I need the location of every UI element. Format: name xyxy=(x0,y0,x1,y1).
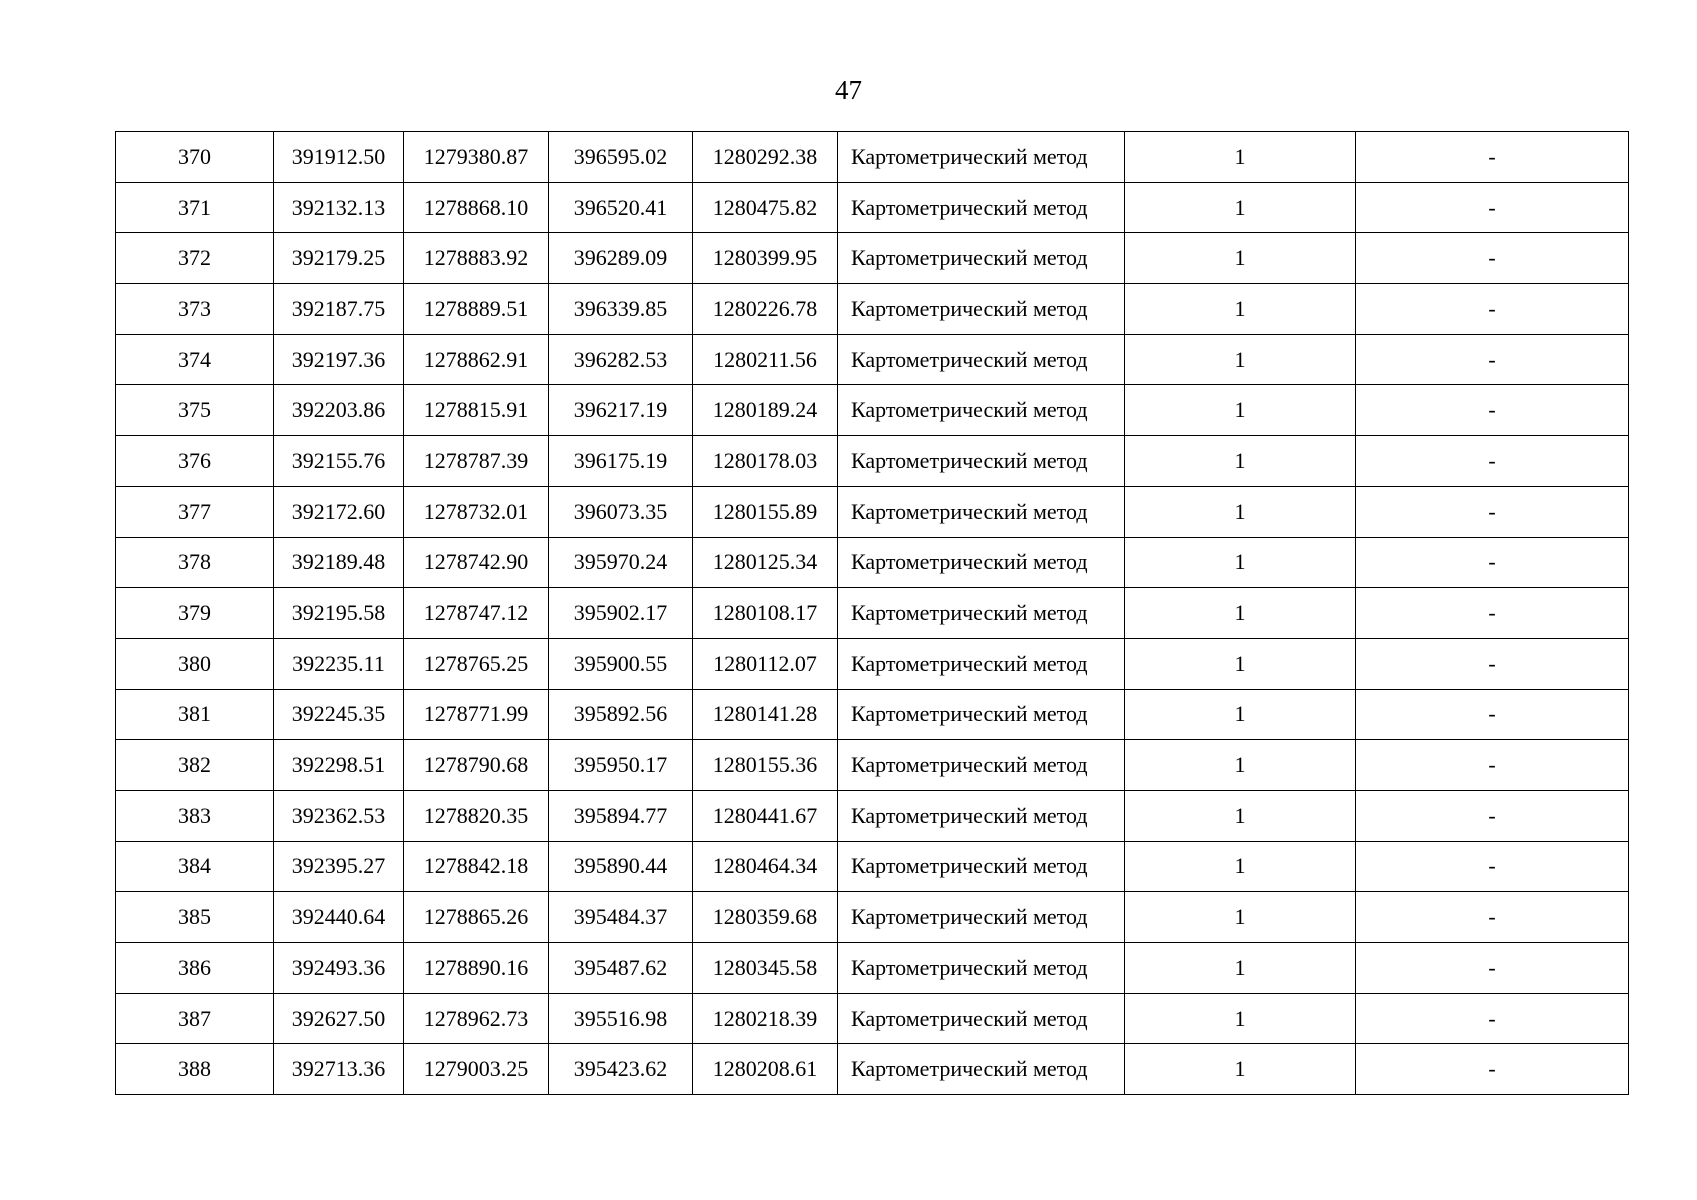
y2-coordinate-cell: 1280141.28 xyxy=(693,689,838,740)
y1-coordinate-cell: 1278815.91 xyxy=(404,385,549,436)
x1-coordinate-cell: 392187.75 xyxy=(274,284,404,335)
table-row xyxy=(116,1044,1629,1095)
method-cell: Картометрический метод xyxy=(838,486,1125,537)
y2-coordinate-cell: 1280125.34 xyxy=(693,537,838,588)
x1-coordinate-cell: 392132.13 xyxy=(274,182,404,233)
y2-coordinate-cell: 1280475.82 xyxy=(693,182,838,233)
x2-coordinate-cell: 395894.77 xyxy=(549,790,693,841)
y1-coordinate-cell: 1278889.51 xyxy=(404,284,549,335)
accuracy-cell: 1 xyxy=(1125,790,1356,841)
x1-coordinate-cell: 392362.53 xyxy=(274,790,404,841)
note-cell: - xyxy=(1356,638,1629,689)
point-number-cell: 385 xyxy=(116,892,274,943)
x2-coordinate-cell: 395892.56 xyxy=(549,689,693,740)
y2-coordinate-cell: 1280359.68 xyxy=(693,892,838,943)
y1-coordinate-cell: 1278771.99 xyxy=(404,689,549,740)
point-number-cell: 382 xyxy=(116,740,274,791)
table-row xyxy=(116,892,1629,943)
accuracy-cell: 1 xyxy=(1125,689,1356,740)
note-cell: - xyxy=(1356,334,1629,385)
method-cell: Картометрический метод xyxy=(838,537,1125,588)
coordinates-table xyxy=(115,131,1629,1095)
table-row xyxy=(116,588,1629,639)
x1-coordinate-cell: 392155.76 xyxy=(274,436,404,487)
y1-coordinate-cell: 1278842.18 xyxy=(404,841,549,892)
point-number-cell: 388 xyxy=(116,1044,274,1095)
method-cell: Картометрический метод xyxy=(838,334,1125,385)
y1-coordinate-cell: 1278883.92 xyxy=(404,233,549,284)
page-number: 47 xyxy=(835,75,862,105)
point-number-cell: 379 xyxy=(116,588,274,639)
point-number-cell: 381 xyxy=(116,689,274,740)
note-cell: - xyxy=(1356,892,1629,943)
method-cell: Картометрический метод xyxy=(838,943,1125,994)
y2-coordinate-cell: 1280292.38 xyxy=(693,132,838,183)
method-cell: Картометрический метод xyxy=(838,1044,1125,1095)
method-cell: Картометрический метод xyxy=(838,689,1125,740)
point-number-cell: 378 xyxy=(116,537,274,588)
note-cell: - xyxy=(1356,790,1629,841)
accuracy-cell: 1 xyxy=(1125,993,1356,1044)
accuracy-cell: 1 xyxy=(1125,334,1356,385)
y1-coordinate-cell: 1278890.16 xyxy=(404,943,549,994)
y2-coordinate-cell: 1280178.03 xyxy=(693,436,838,487)
point-number-cell: 380 xyxy=(116,638,274,689)
accuracy-cell: 1 xyxy=(1125,233,1356,284)
y2-coordinate-cell: 1280441.67 xyxy=(693,790,838,841)
x2-coordinate-cell: 396595.02 xyxy=(549,132,693,183)
table-row xyxy=(116,233,1629,284)
note-cell: - xyxy=(1356,284,1629,335)
y2-coordinate-cell: 1280226.78 xyxy=(693,284,838,335)
note-cell: - xyxy=(1356,689,1629,740)
table-row xyxy=(116,436,1629,487)
x2-coordinate-cell: 396073.35 xyxy=(549,486,693,537)
table-row xyxy=(116,638,1629,689)
accuracy-cell: 1 xyxy=(1125,385,1356,436)
note-cell: - xyxy=(1356,537,1629,588)
x1-coordinate-cell: 391912.50 xyxy=(274,132,404,183)
x2-coordinate-cell: 395900.55 xyxy=(549,638,693,689)
y2-coordinate-cell: 1280218.39 xyxy=(693,993,838,1044)
x2-coordinate-cell: 395484.37 xyxy=(549,892,693,943)
point-number-cell: 384 xyxy=(116,841,274,892)
y1-coordinate-cell: 1279003.25 xyxy=(404,1044,549,1095)
accuracy-cell: 1 xyxy=(1125,638,1356,689)
y2-coordinate-cell: 1280189.24 xyxy=(693,385,838,436)
y1-coordinate-cell: 1278732.01 xyxy=(404,486,549,537)
accuracy-cell: 1 xyxy=(1125,132,1356,183)
accuracy-cell: 1 xyxy=(1125,841,1356,892)
method-cell: Картометрический метод xyxy=(838,638,1125,689)
accuracy-cell: 1 xyxy=(1125,1044,1356,1095)
x2-coordinate-cell: 396339.85 xyxy=(549,284,693,335)
x2-coordinate-cell: 395950.17 xyxy=(549,740,693,791)
note-cell: - xyxy=(1356,1044,1629,1095)
y1-coordinate-cell: 1278747.12 xyxy=(404,588,549,639)
x2-coordinate-cell: 396289.09 xyxy=(549,233,693,284)
x1-coordinate-cell: 392172.60 xyxy=(274,486,404,537)
x1-coordinate-cell: 392179.25 xyxy=(274,233,404,284)
y1-coordinate-cell: 1278790.68 xyxy=(404,740,549,791)
note-cell: - xyxy=(1356,993,1629,1044)
y1-coordinate-cell: 1278820.35 xyxy=(404,790,549,841)
method-cell: Картометрический метод xyxy=(838,436,1125,487)
y2-coordinate-cell: 1280155.36 xyxy=(693,740,838,791)
table-row xyxy=(116,537,1629,588)
note-cell: - xyxy=(1356,233,1629,284)
y2-coordinate-cell: 1280345.58 xyxy=(693,943,838,994)
x1-coordinate-cell: 392395.27 xyxy=(274,841,404,892)
point-number-cell: 383 xyxy=(116,790,274,841)
table-row xyxy=(116,993,1629,1044)
note-cell: - xyxy=(1356,841,1629,892)
x1-coordinate-cell: 392203.86 xyxy=(274,385,404,436)
x2-coordinate-cell: 395487.62 xyxy=(549,943,693,994)
method-cell: Картометрический метод xyxy=(838,841,1125,892)
y1-coordinate-cell: 1278868.10 xyxy=(404,182,549,233)
x2-coordinate-cell: 395516.98 xyxy=(549,993,693,1044)
method-cell: Картометрический метод xyxy=(838,385,1125,436)
y1-coordinate-cell: 1278787.39 xyxy=(404,436,549,487)
method-cell: Картометрический метод xyxy=(838,740,1125,791)
table-row xyxy=(116,182,1629,233)
table-row xyxy=(116,486,1629,537)
y1-coordinate-cell: 1278865.26 xyxy=(404,892,549,943)
y2-coordinate-cell: 1280112.07 xyxy=(693,638,838,689)
y2-coordinate-cell: 1280108.17 xyxy=(693,588,838,639)
accuracy-cell: 1 xyxy=(1125,486,1356,537)
method-cell: Картометрический метод xyxy=(838,182,1125,233)
point-number-cell: 376 xyxy=(116,436,274,487)
point-number-cell: 370 xyxy=(116,132,274,183)
table-row xyxy=(116,132,1629,183)
table-body xyxy=(116,132,1629,1095)
x2-coordinate-cell: 395423.62 xyxy=(549,1044,693,1095)
x2-coordinate-cell: 395902.17 xyxy=(549,588,693,639)
x1-coordinate-cell: 392245.35 xyxy=(274,689,404,740)
accuracy-cell: 1 xyxy=(1125,740,1356,791)
x2-coordinate-cell: 395890.44 xyxy=(549,841,693,892)
x1-coordinate-cell: 392195.58 xyxy=(274,588,404,639)
x2-coordinate-cell: 396217.19 xyxy=(549,385,693,436)
table-row xyxy=(116,790,1629,841)
x1-coordinate-cell: 392189.48 xyxy=(274,537,404,588)
method-cell: Картометрический метод xyxy=(838,790,1125,841)
x1-coordinate-cell: 392440.64 xyxy=(274,892,404,943)
method-cell: Картометрический метод xyxy=(838,892,1125,943)
note-cell: - xyxy=(1356,486,1629,537)
accuracy-cell: 1 xyxy=(1125,588,1356,639)
y1-coordinate-cell: 1278962.73 xyxy=(404,993,549,1044)
method-cell: Картометрический метод xyxy=(838,233,1125,284)
accuracy-cell: 1 xyxy=(1125,436,1356,487)
y1-coordinate-cell: 1279380.87 xyxy=(404,132,549,183)
note-cell: - xyxy=(1356,182,1629,233)
table-row xyxy=(116,334,1629,385)
x1-coordinate-cell: 392298.51 xyxy=(274,740,404,791)
x2-coordinate-cell: 395970.24 xyxy=(549,537,693,588)
table-row xyxy=(116,740,1629,791)
accuracy-cell: 1 xyxy=(1125,284,1356,335)
y2-coordinate-cell: 1280464.34 xyxy=(693,841,838,892)
method-cell: Картометрический метод xyxy=(838,588,1125,639)
x1-coordinate-cell: 392197.36 xyxy=(274,334,404,385)
y2-coordinate-cell: 1280208.61 xyxy=(693,1044,838,1095)
note-cell: - xyxy=(1356,385,1629,436)
table-row xyxy=(116,841,1629,892)
point-number-cell: 386 xyxy=(116,943,274,994)
y2-coordinate-cell: 1280211.56 xyxy=(693,334,838,385)
x1-coordinate-cell: 392627.50 xyxy=(274,993,404,1044)
table-row xyxy=(116,943,1629,994)
note-cell: - xyxy=(1356,436,1629,487)
point-number-cell: 371 xyxy=(116,182,274,233)
point-number-cell: 372 xyxy=(116,233,274,284)
accuracy-cell: 1 xyxy=(1125,943,1356,994)
point-number-cell: 374 xyxy=(116,334,274,385)
note-cell: - xyxy=(1356,740,1629,791)
accuracy-cell: 1 xyxy=(1125,182,1356,233)
y2-coordinate-cell: 1280155.89 xyxy=(693,486,838,537)
accuracy-cell: 1 xyxy=(1125,892,1356,943)
point-number-cell: 373 xyxy=(116,284,274,335)
table-row xyxy=(116,385,1629,436)
x2-coordinate-cell: 396520.41 xyxy=(549,182,693,233)
x2-coordinate-cell: 396175.19 xyxy=(549,436,693,487)
y1-coordinate-cell: 1278862.91 xyxy=(404,334,549,385)
point-number-cell: 375 xyxy=(116,385,274,436)
table-row xyxy=(116,284,1629,335)
point-number-cell: 377 xyxy=(116,486,274,537)
x2-coordinate-cell: 396282.53 xyxy=(549,334,693,385)
note-cell: - xyxy=(1356,588,1629,639)
y1-coordinate-cell: 1278765.25 xyxy=(404,638,549,689)
x1-coordinate-cell: 392713.36 xyxy=(274,1044,404,1095)
x1-coordinate-cell: 392235.11 xyxy=(274,638,404,689)
accuracy-cell: 1 xyxy=(1125,537,1356,588)
note-cell: - xyxy=(1356,943,1629,994)
point-number-cell: 387 xyxy=(116,993,274,1044)
y1-coordinate-cell: 1278742.90 xyxy=(404,537,549,588)
method-cell: Картометрический метод xyxy=(838,132,1125,183)
x1-coordinate-cell: 392493.36 xyxy=(274,943,404,994)
method-cell: Картометрический метод xyxy=(838,993,1125,1044)
y2-coordinate-cell: 1280399.95 xyxy=(693,233,838,284)
table-row xyxy=(116,689,1629,740)
note-cell: - xyxy=(1356,132,1629,183)
method-cell: Картометрический метод xyxy=(838,284,1125,335)
